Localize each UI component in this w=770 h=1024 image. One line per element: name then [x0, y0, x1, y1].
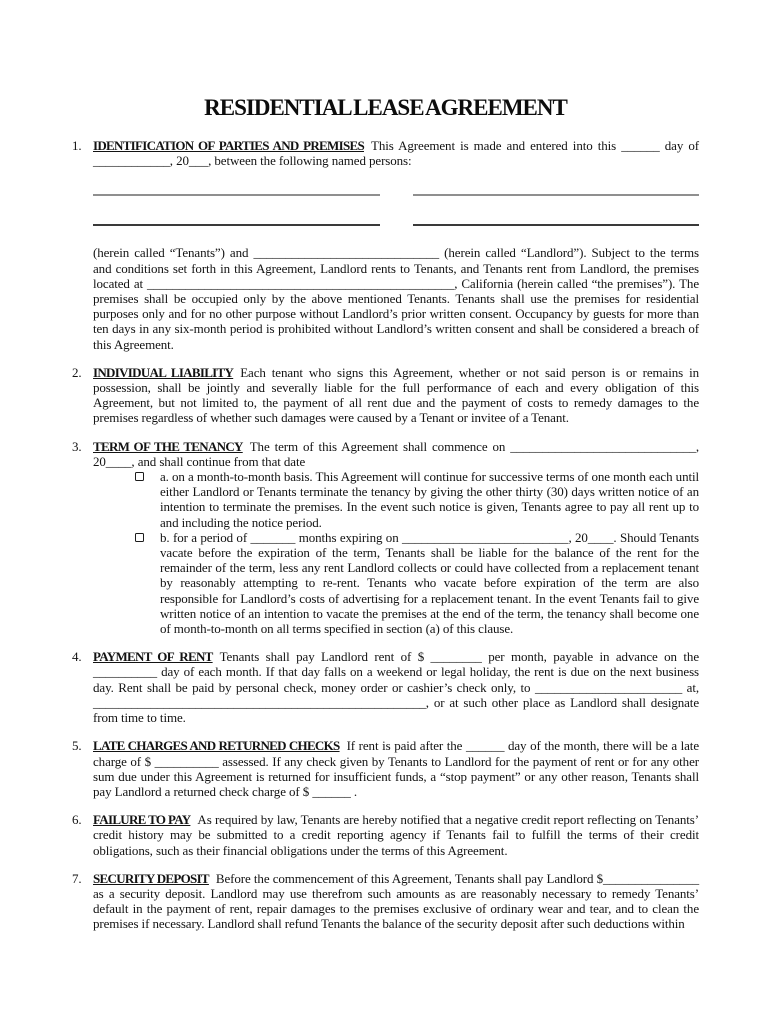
section-late-charges — [72, 738, 699, 799]
section-heading: IDENTIFICATION OF PARTIES AND PREMISES — [93, 138, 364, 153]
tenant-name-line-2[interactable] — [413, 194, 700, 196]
checkbox-icon[interactable] — [135, 533, 144, 542]
section-number: 2. — [72, 364, 82, 380]
section-number: 7. — [72, 870, 82, 886]
tenant-name-line-4[interactable] — [413, 224, 700, 226]
section-body-text: This Agreement is made and entered into this ______ day of ____________, 20___, between the following named persons: — [93, 138, 700, 169]
section-heading: PAYMENT OF RENT — [93, 649, 213, 665]
section-body-text: Each tenant who signs this Agreement, whether or not said person is or remains in possession, shall be jointly and severally liable for the full performance of each and every obligation of this Agreement, but not limited to, the payment of all rent due and the payment of costs to remedy damages to the premises regardless of whether such damages were caused by a Tenant or invitee of a Tenant. — [93, 364, 699, 426]
section-body-text: The term of this Agreement shall commence on _____________________________, 20____, and shall continue from that date — [93, 438, 699, 469]
section-body-text: If rent is paid after the ______ day of the month, there will be a late charge of $ __________ assessed. If any check given by Tenants to Landlord for the payment of rent or for any other sum due under this Agreement is returned for insufficient funds, a “stop payment” or any other reason, Tenants shall pay Landlord a returned check charge of $ ______ . — [93, 738, 699, 799]
term-options — [93, 469, 699, 636]
section-number: 5. — [72, 738, 82, 754]
section-continuation-paragraph: (herein called “Tenants”) and _____________________________ (herein called “Landlord”). Subject to the terms and conditions set forth in this Agreement, Landlord rents to Tenants, and Tenants rent from Landlord, the premises located at ________________________________________________, California (herein called “the premises”). The premises shall be occupied only by the above mentioned Tenants. Tenants shall use the premises for residential purposes only and for no other purpose without Landlord’s prior written consent. Occupancy by guests for more than ten days in any six-month period is prohibited without Landlord’s written consent and shall be considered a breach of this Agreement. — [93, 245, 699, 352]
section-term-of-tenancy — [72, 439, 699, 637]
section-payment-of-rent — [72, 649, 699, 725]
section-heading: TERM OF THE TENANCY — [93, 438, 243, 454]
section-body-text: Before the commencement of this Agreement, Tenants shall pay Landlord $_______________ as a security deposit. Landlord may use therefrom such amounts as are reasonably necessary to remedy Tenants’ default in the payment of rent, repair damages to the premises exclusive of ordinary wear and tear, and to clean the premises if necessary. Landlord shall refund Tenants the balance of the security deposit after such deductions within — [93, 870, 699, 932]
section-security-deposit — [72, 871, 699, 932]
section-individual-liability — [72, 365, 699, 426]
section-paragraph — [93, 439, 699, 469]
section-number: 4. — [72, 649, 82, 665]
section-number: 3. — [72, 438, 82, 454]
section-paragraph — [93, 649, 699, 725]
section-paragraph — [93, 738, 699, 799]
section-failure-to-pay — [72, 812, 699, 858]
section-number: 1. — [72, 138, 82, 153]
document-title: RESIDENTIAL LEASE AGREEMENT — [204, 95, 567, 120]
option-fixed-period — [93, 530, 699, 636]
option-text: b. for a period of _______ months expiring on __________________________, 20____. Should Tenants vacate before the expiration of the term, Tenants shall be liable for the balance of the rent for the remainder of the term, less any rent Landlord collects or could have collected from a replacement tenant by reasonably attempting to re-rent. Tenants who vacate before expiration of the term are also responsible for Landlord’s costs of advertising for a replacement tenant. In the event Tenants fail to give written notice of an intention to vacate the premises at the end of the term, the tenancy shall become one of month-to-month on all terms specified in section (a) of this clause. — [160, 529, 699, 637]
section-body-text: As required by law, Tenants are hereby notified that a negative credit report reflecting on Tenants’ credit history may be submitted to a credit reporting agency if Tenants fail to fulfill the terms of their credit obligations, such as their financial obligations under the terms of this Agreement. — [93, 812, 699, 858]
section-paragraph — [93, 365, 699, 426]
section-heading: INDIVIDUAL LIABILITY — [93, 364, 234, 380]
party-name-lines — [93, 194, 699, 226]
section-heading: FAILURE TO PAY — [93, 812, 191, 828]
section-paragraph — [93, 812, 699, 858]
option-month-to-month — [93, 469, 699, 530]
section-paragraph — [93, 138, 699, 168]
tenant-name-line-1[interactable] — [93, 194, 380, 196]
option-text: a. on a month-to-month basis. This Agreement will continue for successive terms of one month each until either Landlord or Tenants terminate the tenancy by giving the other thirty (30) days written notice of an intention to terminate the premises. In the event such notice is given, Tenants agree to pay all rent up to and including the notice period. — [160, 469, 699, 530]
section-heading: SECURITY DEPOSIT — [93, 870, 209, 886]
section-identification — [72, 138, 699, 352]
section-heading: LATE CHARGES AND RETURNED CHECKS — [93, 738, 340, 754]
section-body-text: Tenants shall pay Landlord rent of $ ________ per month, payable in advance on the __________ day of each month. If that day falls on a weekend or legal holiday, the rent is due on the next business day. Rent shall be paid by personal check, money order or cashier’s check only, to _______________________ at, ____________________________________________________, or at such other place as Landlord shall designate from time to time. — [93, 649, 699, 726]
section-number: 6. — [72, 812, 82, 828]
checkbox-icon[interactable] — [135, 472, 144, 481]
tenant-name-line-3[interactable] — [93, 224, 380, 226]
section-paragraph — [93, 871, 699, 932]
